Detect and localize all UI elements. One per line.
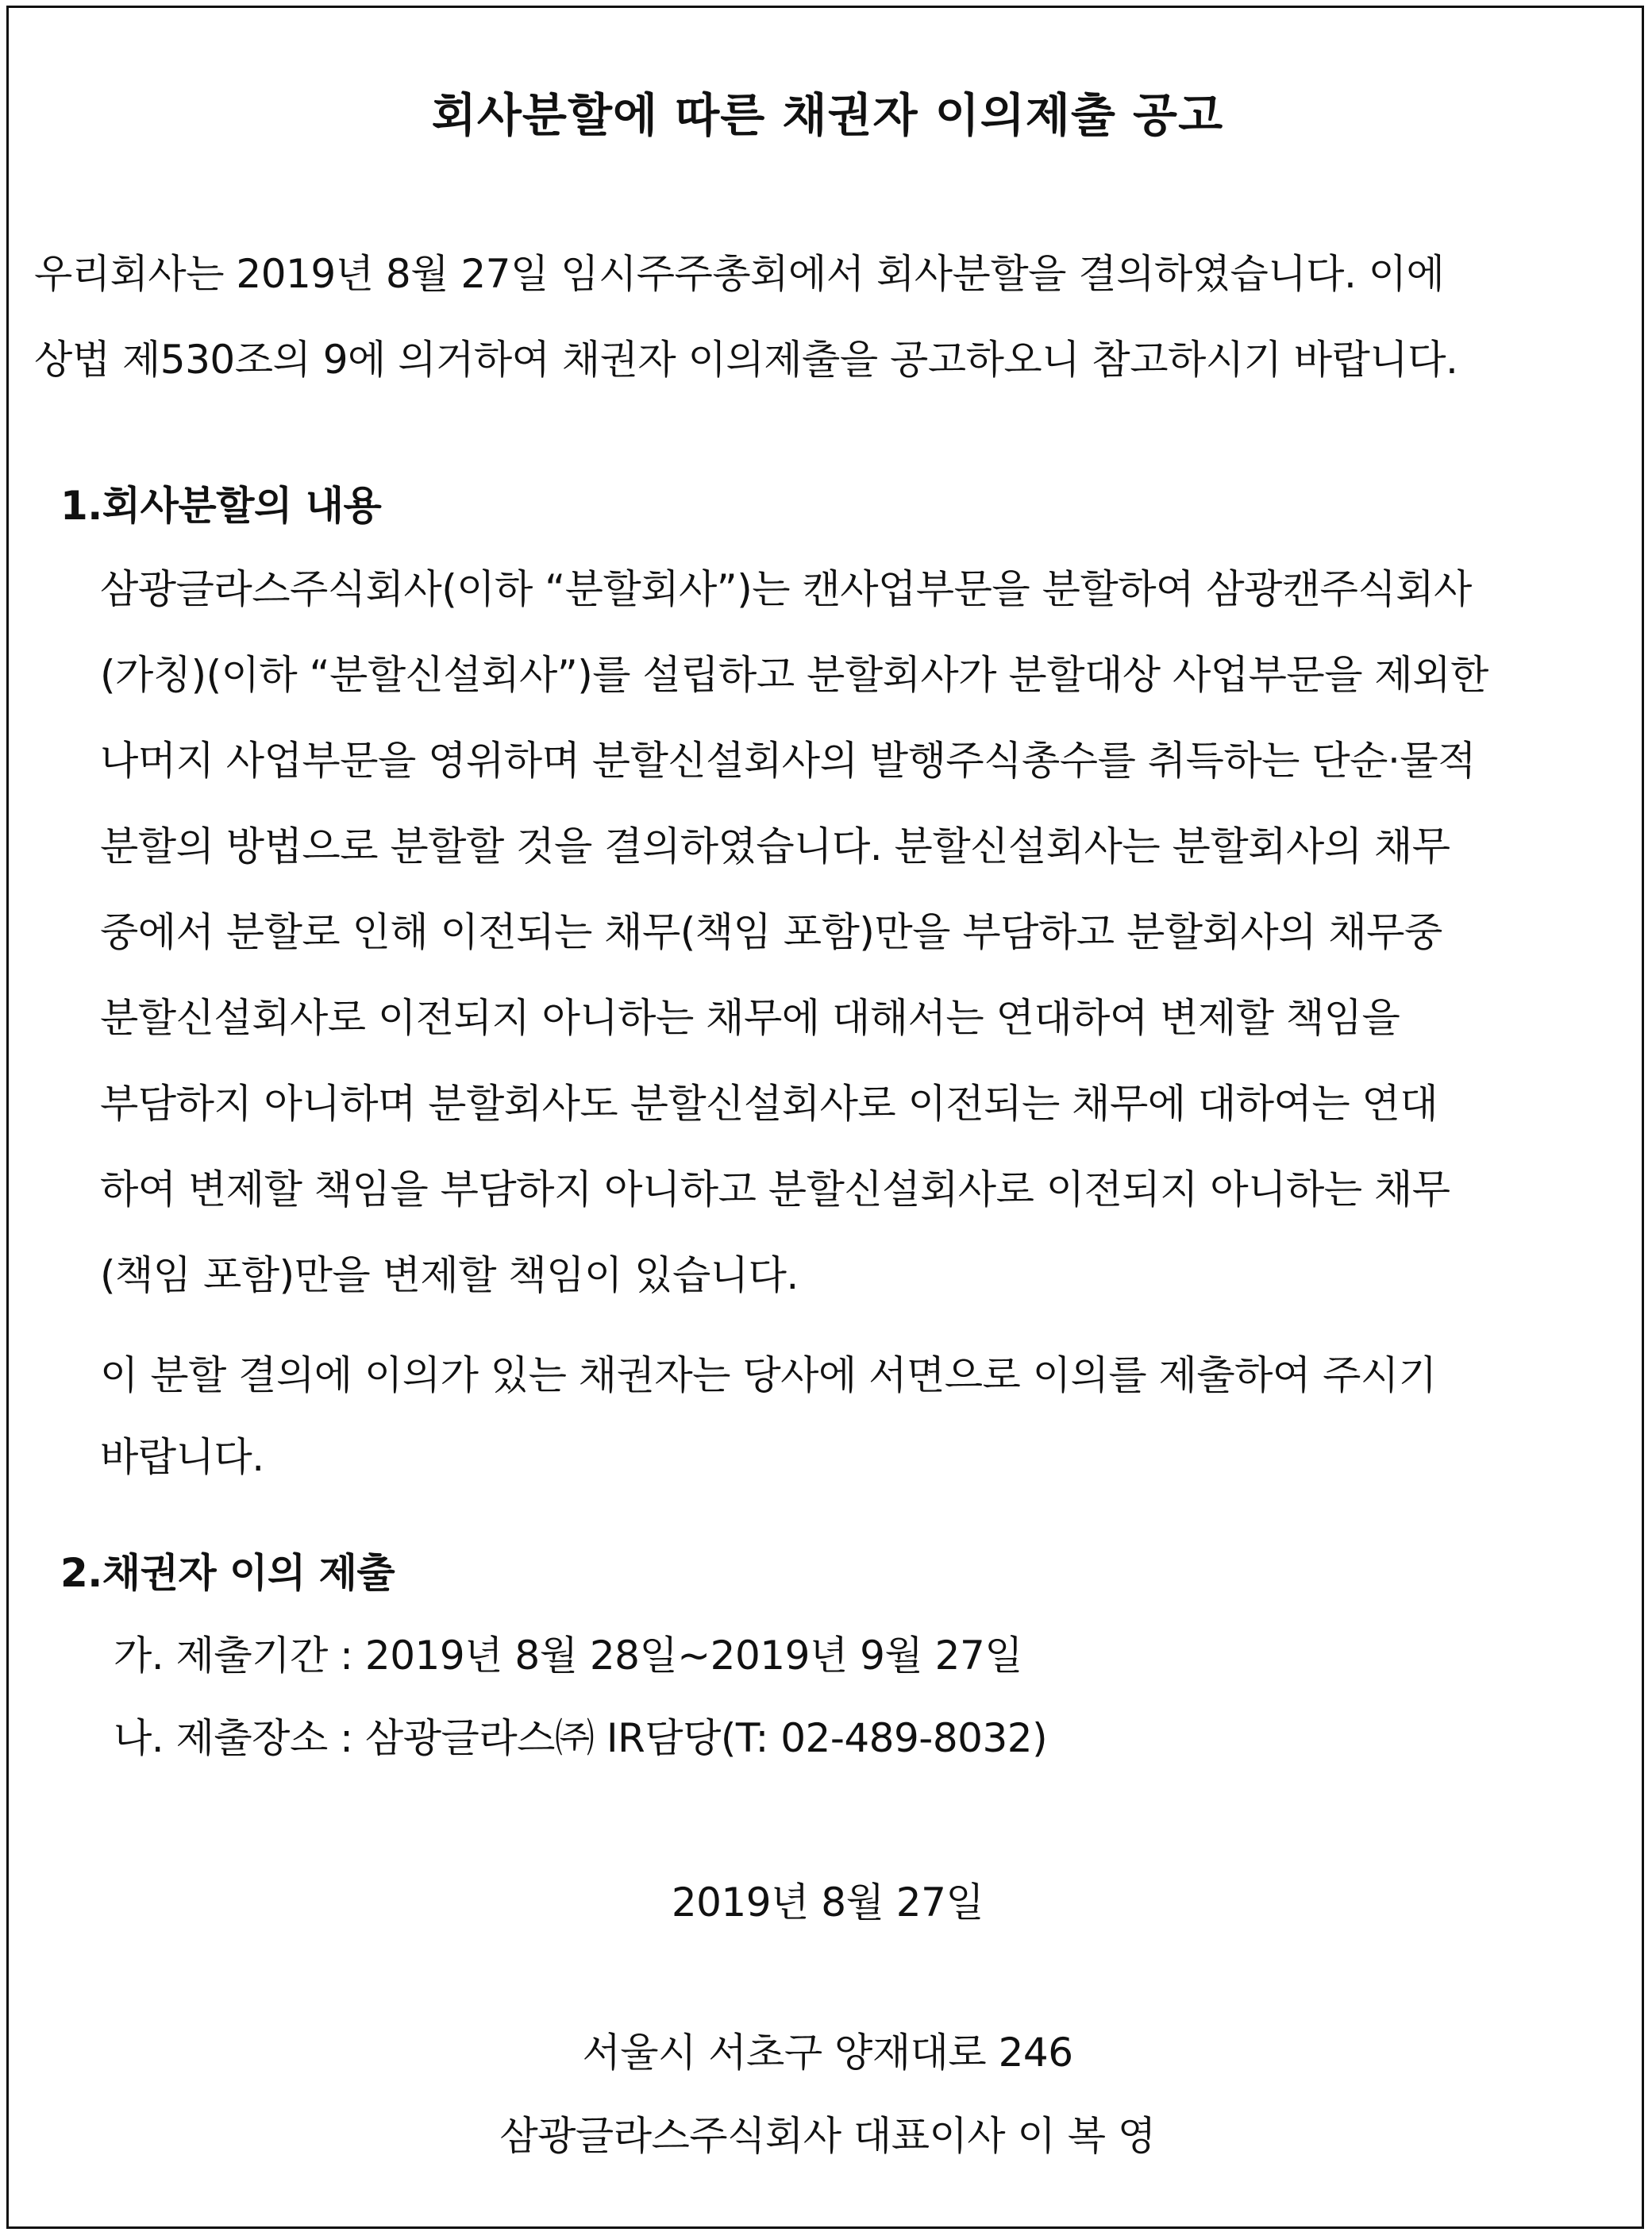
intro-line-2: 상법 제530조의 9에 의거하여 채권자 이의제출을 공고하오니 참고하시기 바랍니다. [34,337,1458,383]
section-1-line-7: 부담하지 아니하며 분할회사도 분할신설회사로 이전되는 채무에 대하여는 연대 [100,1081,1438,1127]
section-1-line-8: 하여 변제할 책임을 부담하지 아니하고 분할신설회사로 이전되지 아니하는 채무 [100,1166,1450,1212]
section-1-line-2: (가칭)(이하 “분할신설회사”)를 설립하고 분할회사가 분할대상 사업부문을 제외한 [100,652,1488,698]
objection-line-1: 이 분할 결의에 이의가 있는 채권자는 당사에 서면으로 이의를 제출하여 주시기 [100,1352,1437,1398]
notice-date: 2019년 8월 27일 [671,1879,984,1926]
notice-frame [6,6,1644,2229]
section-1-line-3: 나머지 사업부문을 영위하며 분할신설회사의 발행주식총수를 취득하는 단순·물적 [100,738,1476,784]
signatory: 삼광글라스주식회사 대표이사 이 복 영 [499,2113,1156,2159]
section-1-line-4: 분할의 방법으로 분할할 것을 결의하였습니다. 분할신설회사는 분할회사의 채무 [100,823,1450,869]
section-1-heading: 1.회사분할의 내용 [60,483,382,529]
section-1-line-5: 중에서 분할로 인해 이전되는 채무(책임 포함)만을 부담하고 분할회사의 채무중 [100,909,1442,955]
submission-place: 나. 제출장소 : 삼광글라스㈜ IR담당(T: 02-489-8032) [114,1715,1048,1761]
section-1-line-6: 분할신설회사로 이전되지 아니하는 채무에 대해서는 연대하여 변제할 책임을 [100,995,1400,1041]
company-address: 서울시 서초구 양재대로 246 [582,2030,1073,2076]
section-1-line-1: 삼광글라스주식회사(이하 “분할회사”)는 캔사업부문을 분할하여 삼광캔주식회사 [100,566,1472,612]
objection-line-2: 바랍니다. [100,1434,264,1480]
submission-period: 가. 제출기간 : 2019년 8월 28일~2019년 9월 27일 [114,1633,1023,1679]
notice-title: 회사분할에 따른 채권자 이의제출 공고 [431,88,1224,142]
section-2-heading: 2.채권자 이의 제출 [60,1550,395,1596]
section-1-line-9: (책임 포함)만을 변제할 책임이 있습니다. [100,1252,799,1298]
intro-line-1: 우리회사는 2019년 8월 27일 임시주주총회에서 회사분할을 결의하였습니다. 이에 [34,251,1445,297]
